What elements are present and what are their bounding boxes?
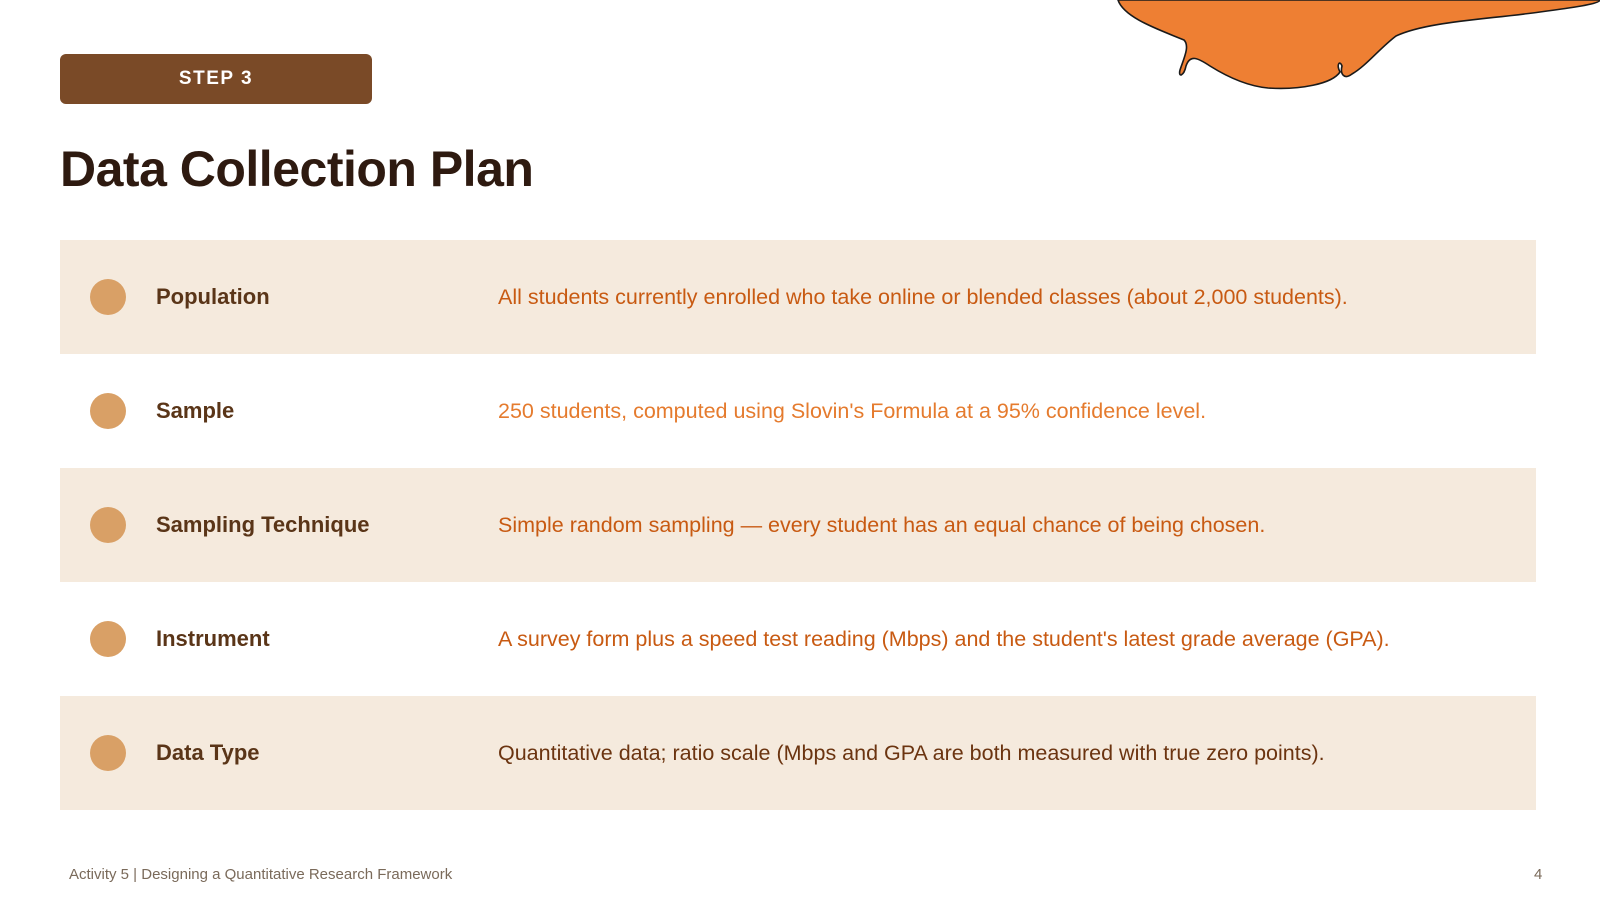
plan-row-instrument: [60, 582, 1536, 696]
footer-text: Activity 5 | Designing a Quantitative Research Framework: [69, 866, 453, 883]
decorative-blob-shape: [1100, 0, 1600, 100]
page-number: 4: [1534, 866, 1543, 883]
plan-row-population: [60, 240, 1536, 354]
row-value: A survey form plus a speed test reading (Mbps) and the student's latest grade average (GPA).: [498, 626, 1390, 651]
bullet-circle-icon: [90, 279, 126, 315]
row-label: Data Type: [156, 740, 260, 765]
row-label: Sampling Technique: [156, 512, 370, 537]
data-collection-plan-table: [60, 240, 1536, 810]
plan-row-data-type: [60, 696, 1536, 810]
bullet-circle-icon: [90, 393, 126, 429]
bullet-circle-icon: [90, 621, 126, 657]
row-label: Population: [156, 284, 270, 309]
step-badge: STEP 3: [60, 54, 372, 104]
bullet-circle-icon: [90, 507, 126, 543]
row-value: All students currently enrolled who take online or blended classes (about 2,000 students).: [498, 284, 1348, 309]
plan-row-sample: [60, 354, 1536, 468]
row-value: Simple random sampling — every student has an equal chance of being chosen.: [498, 512, 1266, 537]
row-value: 250 students, computed using Slovin's Formula at a 95% confidence level.: [498, 398, 1207, 423]
row-label: Instrument: [156, 626, 270, 651]
page-title: Data Collection Plan: [60, 141, 534, 197]
row-value: Quantitative data; ratio scale (Mbps and GPA are both measured with true zero points).: [498, 740, 1325, 765]
plan-row-sampling-technique: [60, 468, 1536, 582]
bullet-circle-icon: [90, 735, 126, 771]
row-label: Sample: [156, 398, 235, 423]
